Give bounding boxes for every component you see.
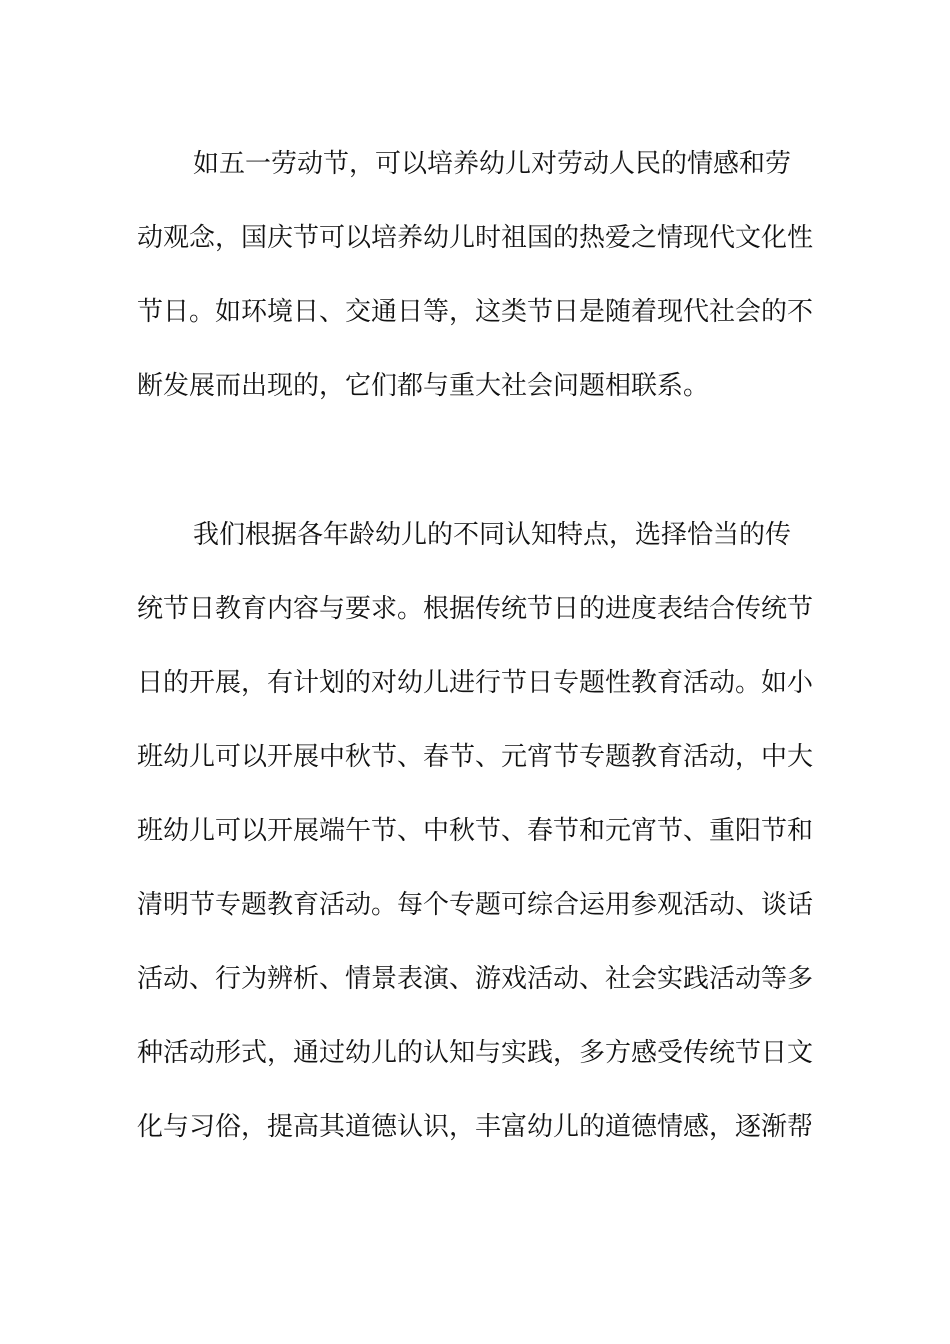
- text-line: 日的开展，有计划的对幼儿进行节日专题性教育活动。如小: [137, 668, 814, 698]
- text-line: 班幼儿可以开展中秋节、春节、元宵节专题教育活动，中大: [137, 742, 814, 772]
- text-line: 化与习俗，提高其道德认识，丰富幼儿的道德情感，逐渐帮: [137, 1112, 814, 1142]
- text-line: 清明节专题教育活动。每个专题可综合运用参观活动、谈话: [137, 890, 814, 920]
- text-line: 动观念，国庆节可以培养幼儿时祖国的热爱之情现代文化性: [137, 223, 814, 253]
- text-line: 断发展而出现的，它们都与重大社会问题相联系。: [137, 371, 710, 401]
- text-line: 种活动形式，通过幼儿的认知与实践，多方感受传统节日文: [137, 1038, 814, 1068]
- text-line: 统节日教育内容与要求。根据传统节日的进度表结合传统节: [137, 594, 814, 624]
- text-line: 活动、行为辨析、情景表演、游戏活动、社会实践活动等多: [137, 964, 814, 994]
- text-line: 班幼儿可以开展端午节、中秋节、春节和元宵节、重阳节和: [137, 816, 814, 846]
- text-line: 节日。如环境日、交通日等，这类节日是随着现代社会的不: [137, 297, 814, 327]
- text-line: 如五一劳动节，可以培养幼儿对劳动人民的情感和劳: [193, 149, 792, 179]
- text-line: 我们根据各年龄幼儿的不同认知特点，选择恰当的传: [193, 520, 792, 550]
